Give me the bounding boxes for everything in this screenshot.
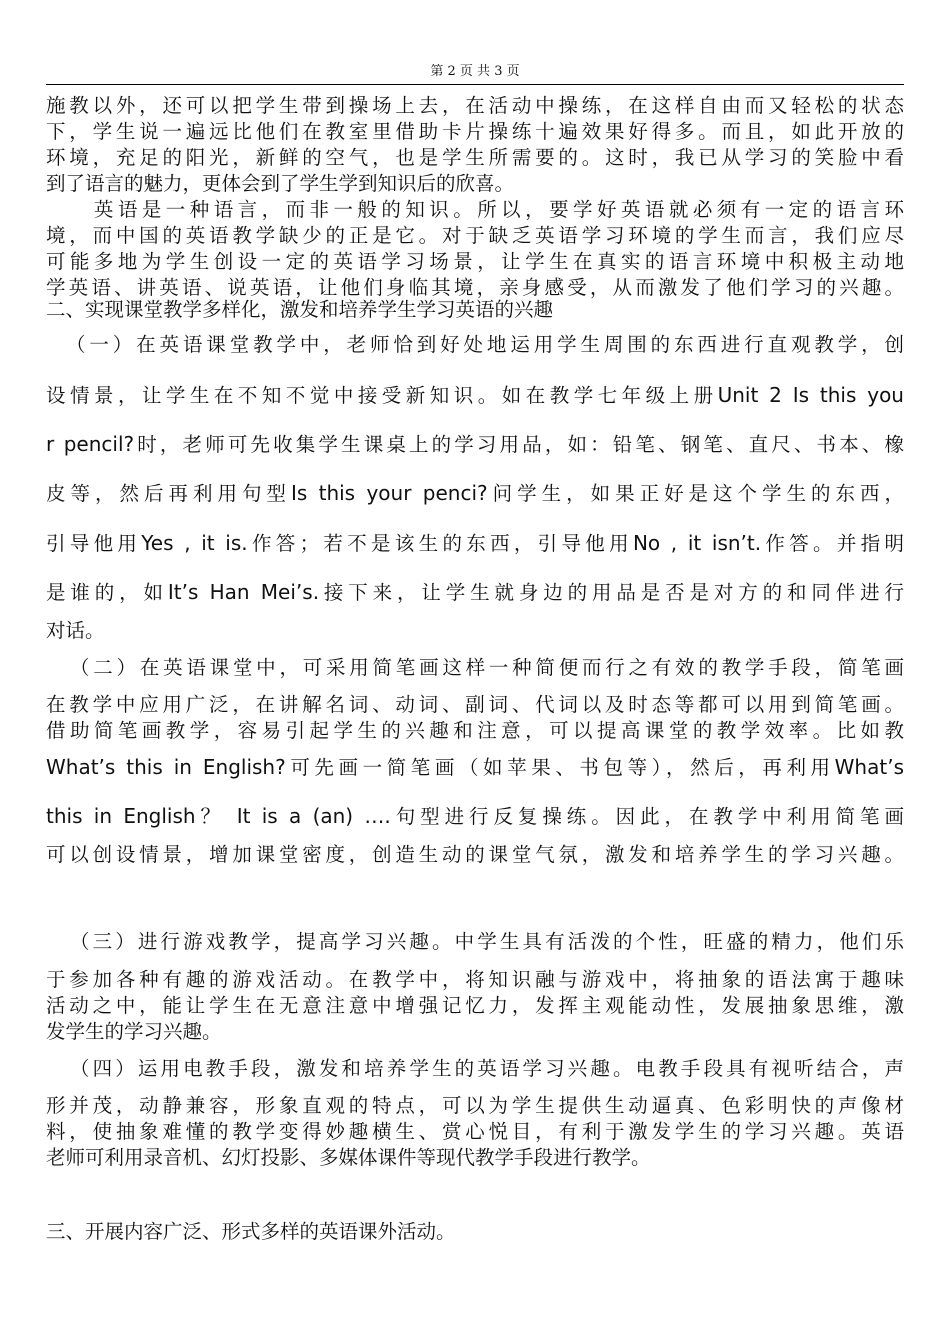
text-line: 学英语、讲英语、说英语，让他们身临其境，亲身感受，从而激发了他们学习的兴趣。 [46,276,904,299]
text-line: 借助简笔画教学，容易引起学生的兴趣和注意，可以提高课堂的教学效率。比如教 [46,719,904,742]
text-line: 活动之中，能让学生在无意注意中增强记忆力，发挥主观能动性，发展抽象思维，激 [46,994,904,1017]
text-line: （二）在英语课堂中，可采用简笔画这样一种简便而行之有效的教学手段，简笔画 [70,656,904,679]
text-line: What’s this in English?可先画一简笔画（如苹果、书包等），然后，再利用What’s [46,755,904,779]
text-line: r pencil?时，老师可先收集学生课桌上的学习用品，如：铅笔、钢笔、直尺、书本、橡 [46,432,904,456]
text-line: 老师可利用录音机、幻灯投影、多媒体课件等现代教学手段进行教学。 [46,1146,651,1169]
text-line: 可能多地为学生创设一定的英语学习场景，让学生在真实的语言环境中积极主动地 [46,250,904,273]
text-line: 于参加各种有趣的游戏活动。在教学中，将知识融与游戏中，将抽象的语法寓于趣味 [46,968,904,991]
text-line: 施教以外，还可以把学生带到操场上去，在活动中操练，在这样自由而又轻松的状态 [46,94,904,117]
text-line: （四）运用电教手段，激发和培养学生的英语学习兴趣。电教手段具有视听结合，声 [70,1057,904,1080]
text-line: 是谁的，如It’s Han Mei’s.接下来，让学生就身边的用品是否是对方的和同伴进行 [46,580,904,604]
text-line: this in English？ It is a (an) ….句型进行反复操练。因此，在教学中利用简笔画 [46,804,904,828]
text-line: （一）在英语课堂教学中，老师恰到好处地运用学生周围的东西进行直观教学，创 [66,333,904,356]
text-line: 引导他用Yes , it is.作答；若不是该生的东西，引导他用No , it isn’t.作答。并指明 [46,531,904,555]
text-line: 对话。 [46,619,105,642]
section-heading: 三、开展内容广泛、形式多样的英语课外活动。 [46,1220,456,1243]
page-indicator: 第 2 页 共 3 页 [430,64,520,79]
text-line: 料，使抽象难懂的教学变得妙趣横生、赏心悦目，有利于激发学生的学习兴趣。英语 [46,1120,904,1143]
text-line: 下，学生说一遍远比他们在教室里借助卡片操练十遍效果好得多。而且，如此开放的 [46,120,904,143]
section-heading: 二、实现课堂教学多样化，激发和培养学生学习英语的兴趣 [46,298,554,321]
text-line: 到了语言的魅力，更体会到了学生学到知识后的欣喜。 [46,172,515,195]
text-line: 环境，充足的阳光，新鲜的空气，也是学生所需要的。这时，我已从学习的笑脸中看 [46,146,904,169]
text-line: （三）进行游戏教学，提高学习兴趣。中学生具有活泼的个性，旺盛的精力，他们乐 [70,930,904,953]
text-line: 发学生的学习兴趣。 [46,1020,222,1043]
text-line: 境，而中国的英语教学缺少的正是它。对于缺乏英语学习环境的学生而言，我们应尽 [46,224,904,247]
text-line: 英语是一种语言，而非一般的知识。所以，要学好英语就必须有一定的语言环 [46,198,904,221]
text-line: 形并茂，动静兼容，形象直观的特点，可以为学生提供生动逼真、色彩明快的声像材 [46,1094,904,1117]
header-rule [46,84,904,85]
text-line: 可以创设情景，增加课堂密度，创造生动的课堂气氛，激发和培养学生的学习兴趣。 [46,843,904,866]
text-line: 皮等，然后再利用句型Is this your penci?问学生，如果正好是这个学生的东西， [46,481,904,505]
text-line: 在教学中应用广泛，在讲解名词、动词、副词、代词以及时态等都可以用到简笔画。 [46,693,904,716]
text-line: 设情景，让学生在不知不觉中接受新知识。如在教学七年级上册Unit 2 Is this you [46,383,904,407]
